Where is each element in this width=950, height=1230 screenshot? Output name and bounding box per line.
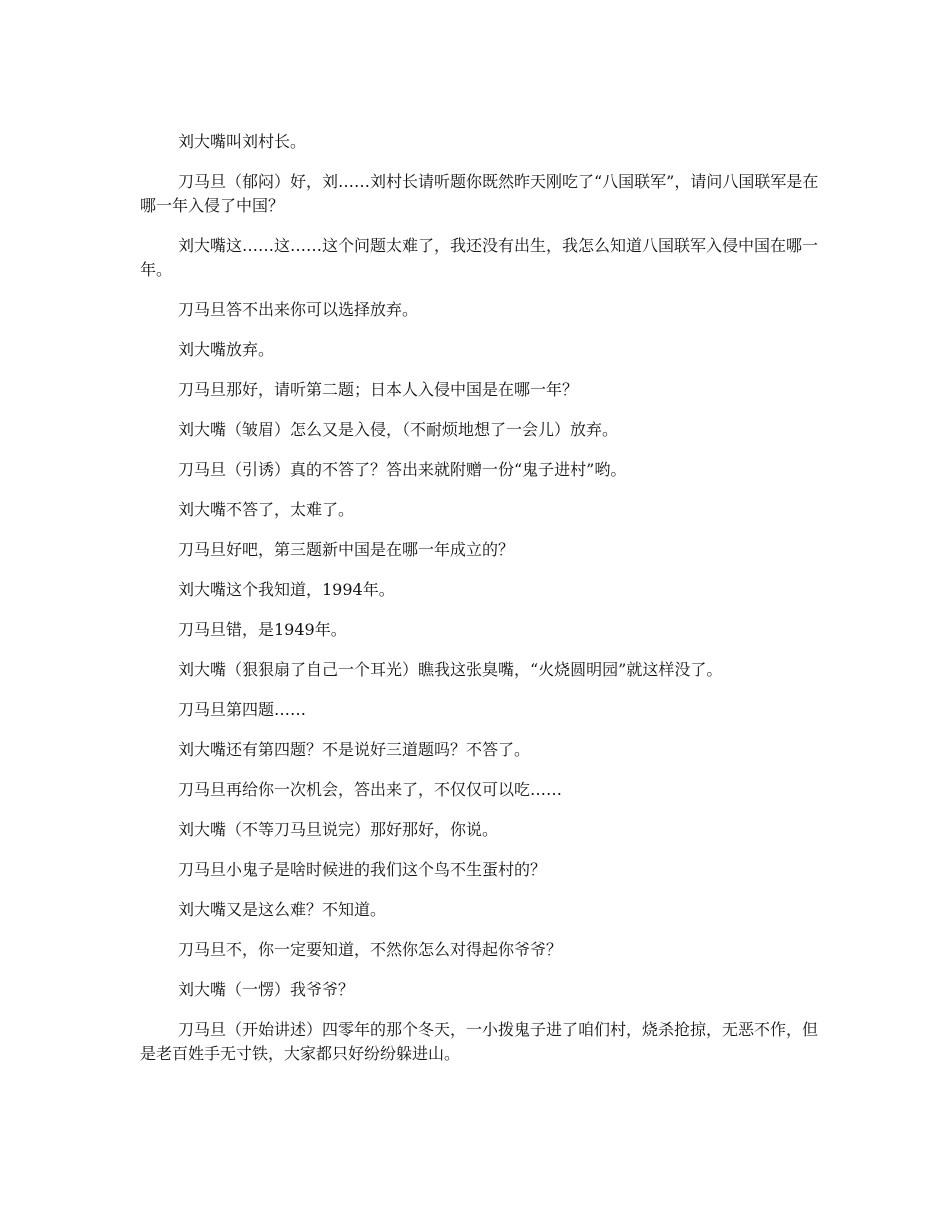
paragraph-2: 刀马旦（郁闷）好，刘……刘村长请听题你既然昨天刚吃了“八国联军”，请问八国联军是在哪一年入侵了中国？	[140, 172, 819, 215]
paragraph-5: 刘大嘴放弃。	[178, 340, 275, 359]
paragraph-22: 刀马旦（开始讲述）四零年的那个冬天，一小拨鬼子进了咱们村，烧杀抢掠，无恶不作，但是老百姓手无寸铁，大家都只好纷纷躲进山。	[140, 1020, 819, 1063]
paragraph-12: 刀马旦错，是1949年。	[178, 620, 347, 639]
paragraph-6: 刀马旦那好，请听第二题；日本人入侵中国是在哪一年？	[178, 380, 579, 399]
paragraph-18: 刀马旦小鬼子是啥时候进的我们这个鸟不生蛋村的？	[178, 860, 547, 879]
paragraph-9: 刘大嘴不答了，太难了。	[178, 500, 355, 519]
paragraph-1: 刘大嘴叫刘村长。	[178, 132, 307, 151]
paragraph-21: 刘大嘴（一愣）我爷爷？	[178, 980, 355, 999]
paragraph-10: 刀马旦好吧，第三题新中国是在哪一年成立的？	[178, 540, 515, 559]
paragraph-14: 刀马旦第四题……	[178, 700, 307, 719]
paragraph-11: 刘大嘴这个我知道，1994年。	[178, 580, 395, 599]
paragraph-20: 刀马旦不，你一定要知道，不然你怎么对得起你爷爷？	[178, 940, 563, 959]
paragraph-15: 刘大嘴还有第四题？不是说好三道题吗？不答了。	[178, 740, 531, 759]
document-body	[140, 130, 820, 1082]
paragraph-19: 刘大嘴又是这么难？不知道。	[178, 900, 387, 919]
paragraph-13: 刘大嘴（狠狠扇了自己一个耳光）瞧我这张臭嘴，“火烧圆明园”就这样没了。	[178, 660, 723, 679]
paragraph-16: 刀马旦再给你一次机会，答出来了，不仅仅可以吃……	[178, 780, 563, 799]
paragraph-7: 刘大嘴（皱眉）怎么又是入侵，（不耐烦地想了一会儿）放弃。	[178, 420, 619, 439]
paragraph-8: 刀马旦（引诱）真的不答了？答出来就附赠一份“鬼子进村”哟。	[178, 460, 627, 479]
paragraph-3: 刘大嘴这……这……这个问题太难了，我还没有出生，我怎么知道八国联军入侵中国在哪一年。	[140, 236, 819, 279]
paragraph-4: 刀马旦答不出来你可以选择放弃。	[178, 300, 419, 319]
paragraph-17: 刘大嘴（不等刀马旦说完）那好那好，你说。	[178, 820, 499, 839]
